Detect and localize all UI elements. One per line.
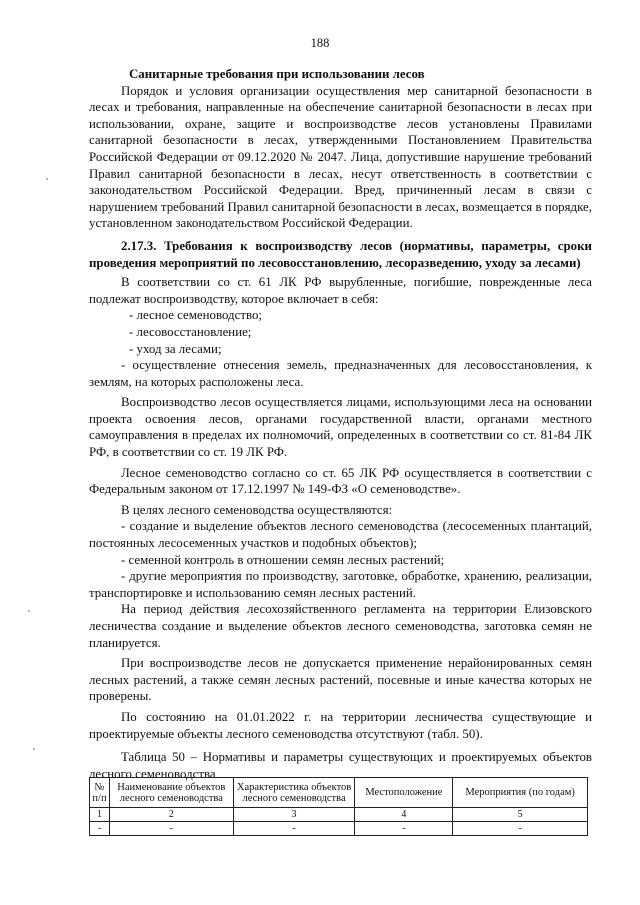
paragraph-sanitary: Порядок и условия организации осуществления мер санитарной безопасности в лесах и требования, направленные на обеспечение санитарной безопасности в лесах при использовании, охране, защите и воспроизводстве лесов установлены Правилами санитарной безопасности в лесах, утвержденными Постановлением Правительства Российской Федерации от 09.12.2020 № 2047. Лица, допустившие нарушение требований Правил санитарной безопасности в лесах, несут ответственность в соответствии с законодательством Российской Федерации. Вред, причиненный лесам в связи с нарушением требований Правил санитарной безопасности в лесах, возмещается в порядке, установленном законодательством Российской Федерации.: [89, 83, 592, 231]
table-header-cell: Местоположение: [355, 778, 453, 808]
paragraph-prohibited: При воспроизводстве лесов не допускается применение нерайонированных семян лесных растений, а также семян лесных растений, посевные и иные качества которых не проверены.: [89, 656, 592, 704]
table-header-row: [90, 778, 588, 808]
table-row: [90, 822, 588, 836]
paragraph-intro: В соответствии со ст. 61 ЛК РФ вырубленные, погибшие, поврежденные леса подлежат воспроизводству, которое включает в себя:: [89, 275, 592, 306]
table-cell: -: [355, 822, 453, 836]
page-number: 188: [310, 36, 330, 50]
section-title-sanitary: Санитарные требования при использовании лесов: [129, 67, 425, 81]
goal-item: - другие мероприятия по производству, заготовке, обработке, хранению, реализации, транспортировке и использованию семян лесных растений.: [89, 569, 592, 600]
table-header-cell: Характеристика объектов лесного семеноводства: [233, 778, 355, 808]
paragraph-status: По состоянию на 01.01.2022 г. на территории лесничества существующие и проектируемые объекты лесного семеноводства отсутствуют (табл. 50).: [89, 709, 592, 741]
table-cell: 4: [355, 808, 453, 822]
goal-item: - создание и выделение объектов лесного семеноводства (лесосеменных плантаций, постоянных лесосеменных участков и подобных объектов);: [89, 519, 592, 551]
paragraph-period: На период действия лесохозяйственного регламента на территории Елизовского лесничества создание и выделение объектов лесного семеноводства, заготовка семян не планируется.: [89, 602, 592, 650]
table-header-cell: № п/п: [90, 778, 110, 808]
table-header-cell: Наименование объектов лесного семеноводства: [109, 778, 233, 808]
list-item: - уход за лесами;: [129, 341, 222, 356]
table-cell: -: [109, 822, 233, 836]
table-header-cell: Мероприятия (по годам): [453, 778, 588, 808]
table-caption: Таблица 50 – Нормативы и параметры существующих и проектируемых объектов лесного семеноводства: [89, 750, 592, 781]
table-cell: -: [90, 822, 110, 836]
scan-speck: [28, 610, 30, 612]
document-body: [89, 66, 592, 782]
table-cell: 5: [453, 808, 588, 822]
list-item: - лесное семеноводство;: [129, 308, 262, 323]
table-cell: -: [233, 822, 355, 836]
table-cell: 1: [90, 808, 110, 822]
list-item: - лесовосстановление;: [129, 324, 252, 339]
list-item-last: - осуществление отнесения земель, предназначенных для лесовосстановления, к землям, на которых расположены леса.: [89, 358, 592, 389]
table-cell: 2: [109, 808, 233, 822]
section-title-reproduction: 2.17.3. Требования к воспроизводству лесов (нормативы, параметры, сроки проведения мероприятий по лесовосстановлению, лесоразведению, уходу за лесами): [89, 238, 592, 270]
table-row-numbers: [90, 808, 588, 822]
scan-speck: [46, 178, 48, 180]
scan-speck: [33, 748, 35, 750]
paragraph-reproduction: Воспроизводство лесов осуществляется лицами, использующими леса на основании проекта освоения лесов, органами государственной власти, органами местного самоуправления в пределах их полномочий, определенных в соответствии со ст. 81-84 ЛК РФ, в соответствии со ст. 19 ЛК РФ.: [89, 395, 592, 460]
goal-item: - семенной контроль в отношении семян лесных растений;: [121, 552, 445, 567]
seed-objects-table: [89, 777, 588, 836]
paragraph-seed-law: Лесное семеноводство согласно со ст. 65 ЛК РФ осуществляется в соответствии с Федеральным законом от 17.12.1997 № 149-ФЗ «О семеноводстве».: [89, 465, 592, 497]
table-cell: 3: [233, 808, 355, 822]
paragraph-goals: В целях лесного семеноводства осуществляются:: [121, 502, 393, 517]
table-cell: -: [453, 822, 588, 836]
